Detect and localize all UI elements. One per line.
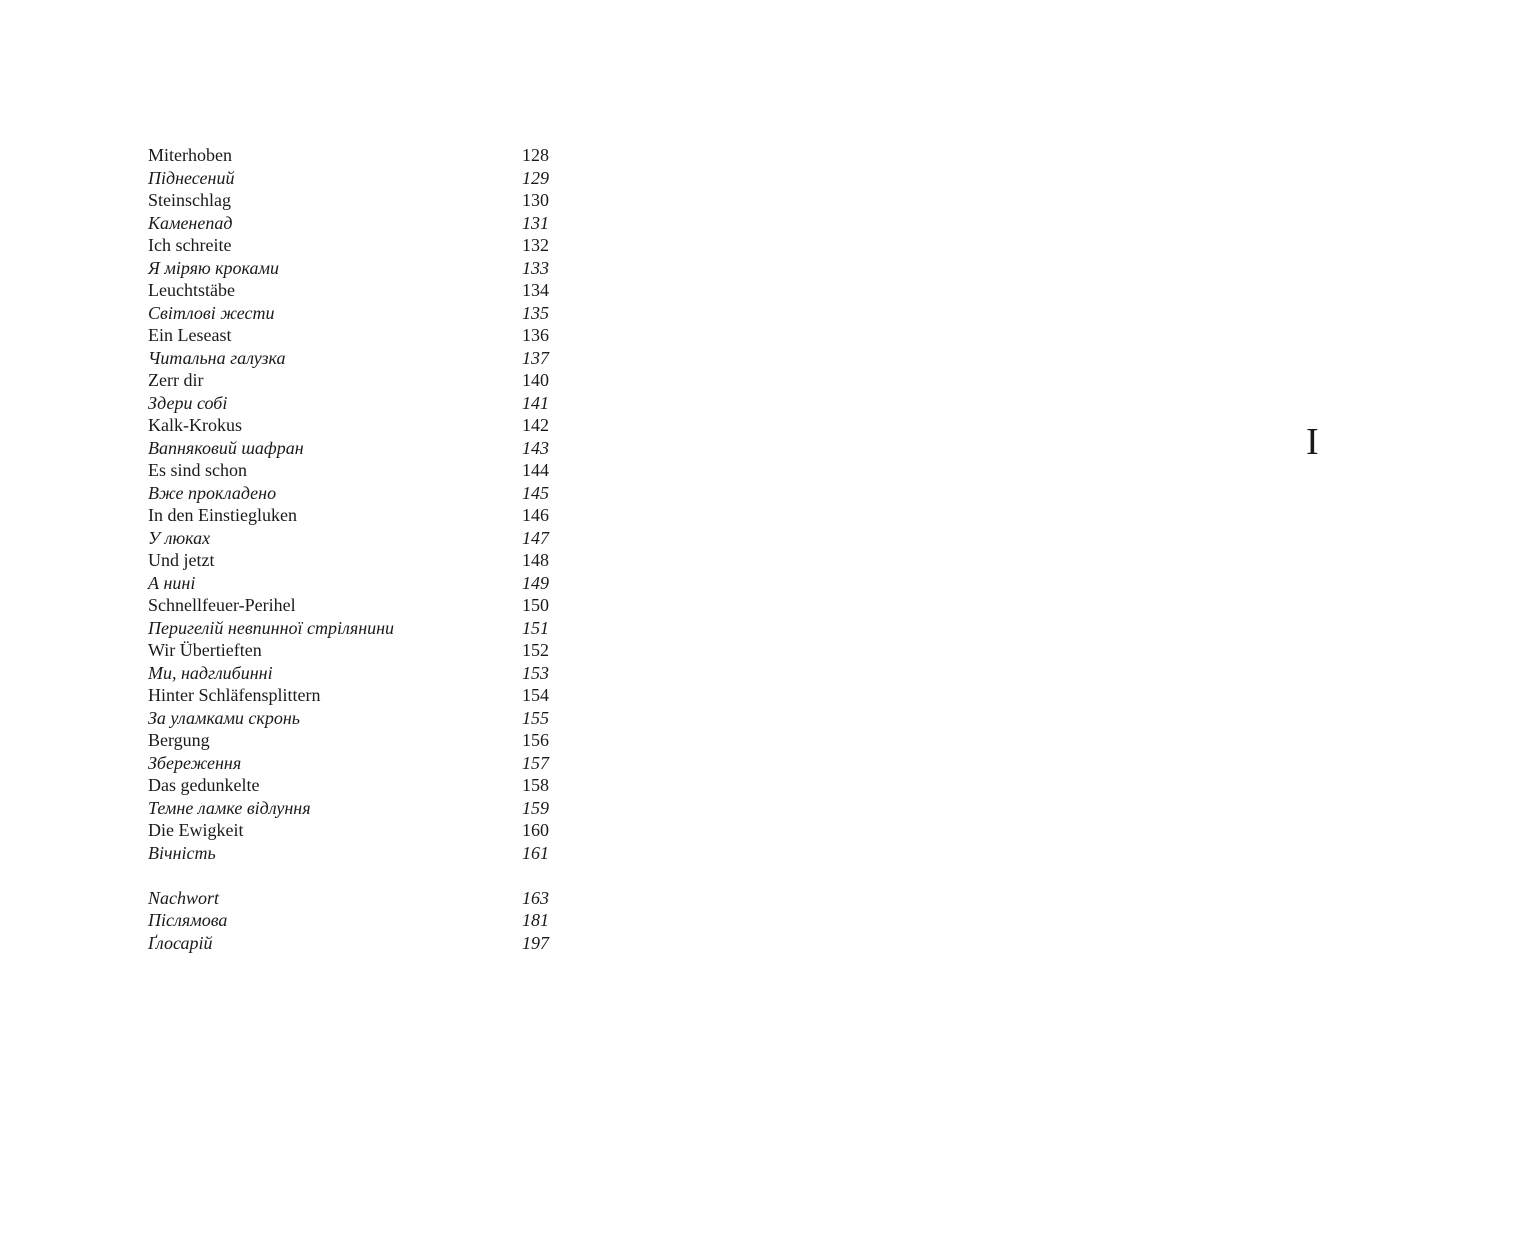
toc-entry (148, 819, 568, 842)
toc-entry-page: 156 (522, 730, 549, 750)
toc-entry-page: 143 (522, 437, 549, 458)
toc-entry-page: 147 (522, 527, 549, 548)
toc-entry-page: 133 (522, 257, 549, 278)
toc-entry (148, 324, 568, 347)
toc-entry (148, 572, 568, 595)
toc-entry-title: А нині (148, 572, 196, 593)
toc-entry-title: Каменепад (148, 212, 233, 233)
toc-entry-title: Піднесений (148, 167, 235, 188)
toc-entry-title: Miterhoben (148, 145, 232, 165)
toc-entry-page: 161 (522, 842, 549, 863)
toc-entry-page: 146 (522, 505, 549, 525)
toc-entry-title: Збереження (148, 752, 242, 773)
toc-appendix-list (148, 887, 568, 955)
toc-entry-title: Вічність (148, 842, 216, 863)
toc-entry-title: Steinschlag (148, 190, 231, 210)
toc-entry-title: Ein Leseast (148, 325, 232, 345)
toc-entry-title: Ми, надглибинні (148, 662, 273, 683)
toc-entry-page: 129 (522, 167, 549, 188)
toc-entry-page: 137 (522, 347, 549, 368)
toc-entry-page: 163 (522, 887, 549, 908)
toc-entry-title: Ich schreite (148, 235, 232, 255)
toc-entry (148, 482, 568, 505)
toc-gap (148, 864, 568, 887)
toc-entry-title: Es sind schon (148, 460, 247, 480)
toc-entry-page: 141 (522, 392, 549, 413)
toc-entry-page: 144 (522, 460, 549, 480)
section-mark: I (1306, 421, 1319, 463)
toc-entry-page: 181 (522, 910, 549, 930)
toc-entry (148, 639, 568, 662)
toc-entry (148, 617, 568, 640)
toc-main-list (148, 144, 568, 864)
toc-entry (148, 392, 568, 415)
toc-entry-title: Und jetzt (148, 550, 215, 570)
toc-entry-title: Я міряю кроками (148, 257, 280, 278)
toc-entry-title: Здери собі (148, 392, 228, 413)
toc-entry-title: Вже прокладено (148, 482, 277, 503)
toc-entry-title: Bergung (148, 730, 210, 750)
toc-entry-title: Перигелій невпинної стрілянини (148, 617, 395, 638)
toc-entry (148, 302, 568, 325)
toc-entry (148, 504, 568, 527)
toc-entry-page: 134 (522, 280, 549, 300)
toc-entry (148, 167, 568, 190)
toc-entry-page: 136 (522, 325, 549, 345)
toc-entry (148, 212, 568, 235)
table-of-contents (148, 144, 568, 954)
toc-entry-title: In den Einstiegluken (148, 505, 297, 525)
toc-entry-page: 128 (522, 145, 549, 165)
toc-entry-page: 140 (522, 370, 549, 390)
toc-entry-page: 158 (522, 775, 549, 795)
toc-entry (148, 144, 568, 167)
toc-entry-page: 142 (522, 415, 549, 435)
toc-entry-title: Die Ewigkeit (148, 820, 244, 840)
toc-entry (148, 189, 568, 212)
toc-entry-page: 153 (522, 662, 549, 683)
toc-entry-page: 154 (522, 685, 549, 705)
toc-entry-title: Hinter Schläfensplittern (148, 685, 321, 705)
toc-entry-title: Leuchtstäbe (148, 280, 235, 300)
toc-entry-page: 197 (522, 932, 549, 953)
toc-entry (148, 279, 568, 302)
toc-entry-page: 149 (522, 572, 549, 593)
toc-entry-page: 159 (522, 797, 549, 818)
toc-entry (148, 684, 568, 707)
toc-entry (148, 369, 568, 392)
toc-entry-title: Schnellfeuer-Perihel (148, 595, 296, 615)
toc-entry-title: Читальна галузка (148, 347, 286, 368)
toc-entry-title: Kalk-Krokus (148, 415, 242, 435)
toc-entry-page: 148 (522, 550, 549, 570)
toc-entry (148, 527, 568, 550)
toc-entry (148, 797, 568, 820)
toc-entry-page: 135 (522, 302, 549, 323)
toc-entry-title: Світлові жести (148, 302, 275, 323)
toc-entry-title: Das gedunkelte (148, 775, 260, 795)
toc-entry (148, 707, 568, 730)
toc-entry-page: 130 (522, 190, 549, 210)
toc-entry (148, 729, 568, 752)
toc-entry (148, 752, 568, 775)
toc-entry-page: 160 (522, 820, 549, 840)
toc-entry (148, 909, 568, 932)
toc-entry-title: У люках (148, 527, 211, 548)
toc-entry-title: За уламками скронь (148, 707, 300, 728)
toc-entry (148, 774, 568, 797)
toc-entry (148, 257, 568, 280)
toc-entry (148, 932, 568, 955)
toc-entry (148, 414, 568, 437)
toc-entry-title: Вапняковий шафран (148, 437, 304, 458)
toc-entry (148, 234, 568, 257)
toc-entry-title: Wir Übertieften (148, 640, 262, 660)
toc-entry (148, 662, 568, 685)
toc-entry-page: 151 (522, 617, 549, 638)
toc-entry-title: Післямова (148, 910, 228, 930)
toc-entry-page: 150 (522, 595, 549, 615)
toc-entry-title: Ґлосарій (148, 932, 213, 953)
toc-entry (148, 842, 568, 865)
toc-entry-page: 131 (522, 212, 549, 233)
toc-entry-title: Темне ламке відлуння (148, 797, 311, 818)
toc-entry (148, 549, 568, 572)
toc-entry (148, 887, 568, 910)
toc-entry-page: 155 (522, 707, 549, 728)
toc-entry (148, 594, 568, 617)
toc-entry-title: Zerr dir (148, 370, 204, 390)
toc-entry-page: 132 (522, 235, 549, 255)
toc-entry-title: Nachwort (148, 887, 220, 908)
toc-entry-page: 145 (522, 482, 549, 503)
toc-entry (148, 437, 568, 460)
toc-entry-page: 152 (522, 640, 549, 660)
toc-entry (148, 459, 568, 482)
toc-entry (148, 347, 568, 370)
toc-entry-page: 157 (522, 752, 549, 773)
